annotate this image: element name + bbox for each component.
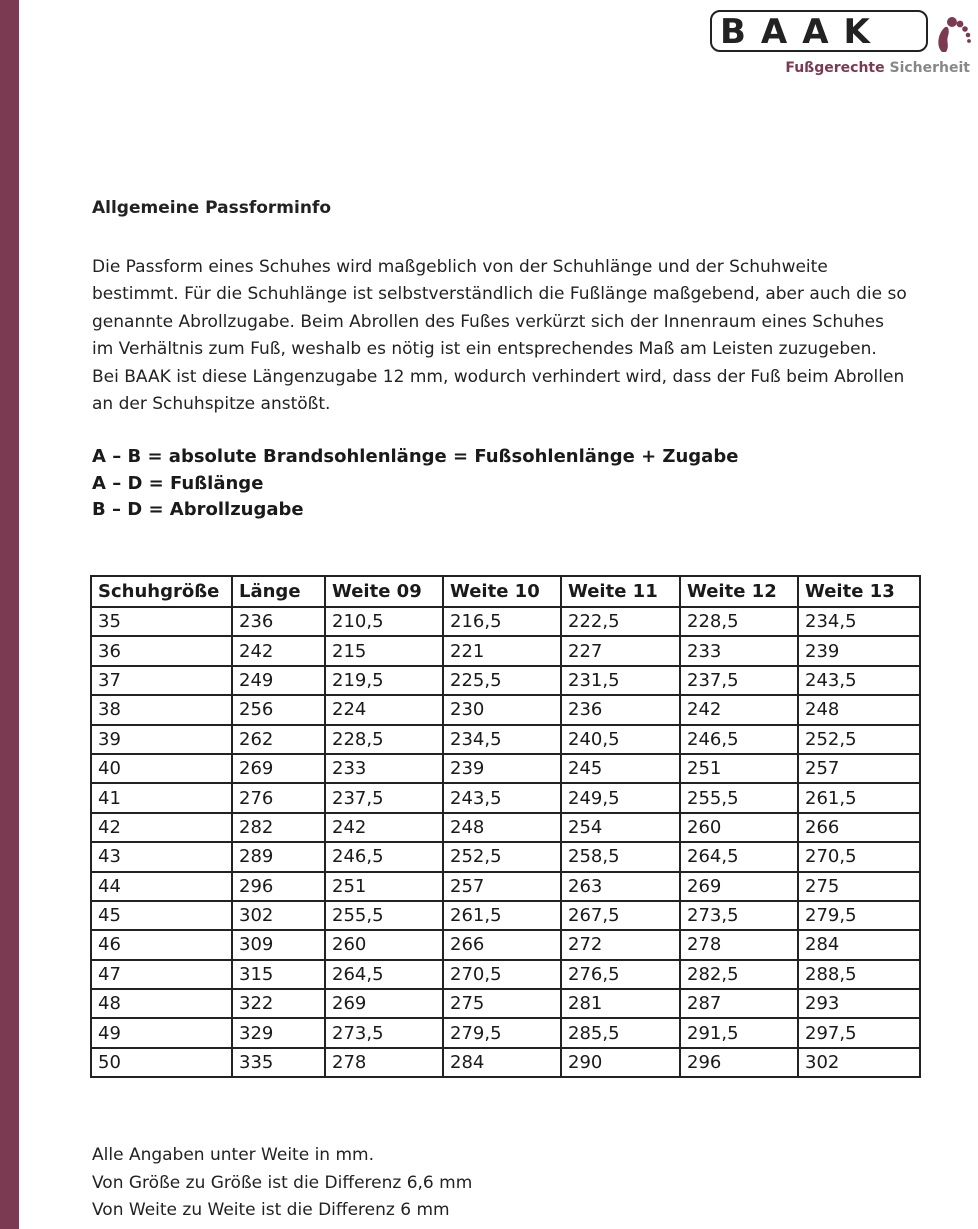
table-header-row: [91, 576, 920, 607]
table-cell: 255,5: [325, 901, 443, 930]
footprint-icon: [932, 12, 972, 56]
table-cell: 302: [232, 901, 325, 930]
table-row: [91, 666, 920, 695]
table-cell: 290: [561, 1048, 680, 1077]
intro-line: an der Schuhspitze anstößt.: [92, 394, 331, 415]
table-cell: 233: [680, 636, 798, 665]
table-cell: 273,5: [680, 901, 798, 930]
table-cell: 46: [91, 930, 232, 959]
column-header: Weite 13: [798, 576, 920, 607]
column-header: Weite 12: [680, 576, 798, 607]
table-cell: 252,5: [798, 725, 920, 754]
table-cell: 315: [232, 960, 325, 989]
table-cell: 289: [232, 842, 325, 871]
table-cell: 275: [798, 872, 920, 901]
table-cell: 335: [232, 1048, 325, 1077]
table-cell: 278: [325, 1048, 443, 1077]
table-cell: 309: [232, 930, 325, 959]
table-cell: 261,5: [443, 901, 561, 930]
table-cell: 227: [561, 636, 680, 665]
table-cell: 279,5: [443, 1018, 561, 1047]
column-header: Schuhgröße: [91, 576, 232, 607]
table-cell: 237,5: [325, 783, 443, 812]
table-cell: 45: [91, 901, 232, 930]
table-cell: 216,5: [443, 607, 561, 636]
table-cell: 40: [91, 754, 232, 783]
table-cell: 242: [232, 636, 325, 665]
table-cell: 273,5: [325, 1018, 443, 1047]
table-cell: 257: [798, 754, 920, 783]
table-cell: 281: [561, 989, 680, 1018]
table-cell: 43: [91, 842, 232, 871]
table-cell: 248: [798, 695, 920, 724]
table-cell: 266: [798, 813, 920, 842]
table-cell: 279,5: [798, 901, 920, 930]
table-cell: 262: [232, 725, 325, 754]
table-cell: 302: [798, 1048, 920, 1077]
column-header: Weite 11: [561, 576, 680, 607]
table-cell: 224: [325, 695, 443, 724]
table-cell: 225,5: [443, 666, 561, 695]
table-cell: 35: [91, 607, 232, 636]
table-row: [91, 930, 920, 959]
table-cell: 263: [561, 872, 680, 901]
table-cell: 239: [798, 636, 920, 665]
table-cell: 228,5: [680, 607, 798, 636]
baak-logo: [710, 10, 974, 84]
formula-line: B – D = Abrollzugabe: [92, 499, 304, 520]
table-cell: 228,5: [325, 725, 443, 754]
table-cell: 242: [325, 813, 443, 842]
table-row: [91, 1048, 920, 1077]
table-row: [91, 872, 920, 901]
table-cell: 291,5: [680, 1018, 798, 1047]
table-cell: 329: [232, 1018, 325, 1047]
column-header: Länge: [232, 576, 325, 607]
table-cell: 260: [325, 930, 443, 959]
table-cell: 38: [91, 695, 232, 724]
tagline-part1: Fußgerechte: [785, 60, 885, 76]
intro-line: Bei BAAK ist diese Längenzugabe 12 mm, wodurch verhindert wird, dass der Fuß beim Abrollen: [92, 366, 905, 387]
formula-line: A – B = absolute Brandsohlenlänge = Fußsohlenlänge + Zugabe: [92, 446, 739, 467]
intro-line: genannte Abrollzugabe. Beim Abrollen des Fußes verkürzt sich der Innenraum eines Schuhes: [92, 311, 884, 332]
table-cell: 252,5: [443, 842, 561, 871]
table-cell: 297,5: [798, 1018, 920, 1047]
table-row: [91, 960, 920, 989]
table-body: [91, 607, 920, 1077]
table-cell: 256: [232, 695, 325, 724]
table-row: [91, 695, 920, 724]
table-cell: 251: [680, 754, 798, 783]
table-cell: 254: [561, 813, 680, 842]
table-cell: 231,5: [561, 666, 680, 695]
table-cell: 270,5: [443, 960, 561, 989]
table-cell: 47: [91, 960, 232, 989]
table-cell: 284: [798, 930, 920, 959]
table-cell: 282,5: [680, 960, 798, 989]
table-cell: 44: [91, 872, 232, 901]
table-cell: 243,5: [798, 666, 920, 695]
table-cell: 234,5: [443, 725, 561, 754]
left-color-band: [0, 0, 19, 1229]
column-header: Weite 10: [443, 576, 561, 607]
intro-line: im Verhältnis zum Fuß, weshalb es nötig ist ein entsprechendes Maß am Leisten zuzugeben.: [92, 339, 877, 360]
table-cell: 282: [232, 813, 325, 842]
table-cell: 296: [232, 872, 325, 901]
table-cell: 230: [443, 695, 561, 724]
table-cell: 245: [561, 754, 680, 783]
table-cell: 269: [680, 872, 798, 901]
column-header: Weite 09: [325, 576, 443, 607]
page-title: Allgemeine Passforminfo: [92, 198, 332, 218]
table-cell: 264,5: [325, 960, 443, 989]
table-cell: 243,5: [443, 783, 561, 812]
table-cell: 266: [443, 930, 561, 959]
table-cell: 237,5: [680, 666, 798, 695]
table-cell: 322: [232, 989, 325, 1018]
table-cell: 248: [443, 813, 561, 842]
table-row: [91, 989, 920, 1018]
table-cell: 240,5: [561, 725, 680, 754]
table-cell: 285,5: [561, 1018, 680, 1047]
table-cell: 233: [325, 754, 443, 783]
table-cell: 242: [680, 695, 798, 724]
table-cell: 296: [680, 1048, 798, 1077]
table-cell: 215: [325, 636, 443, 665]
logo-frame: [710, 10, 928, 52]
table-row: [91, 901, 920, 930]
table-cell: 257: [443, 872, 561, 901]
table-cell: 278: [680, 930, 798, 959]
table-cell: 49: [91, 1018, 232, 1047]
footer-line: Von Größe zu Größe ist die Differenz 6,6 mm: [92, 1172, 473, 1193]
table-cell: 249: [232, 666, 325, 695]
formula-line: A – D = Fußlänge: [92, 472, 264, 494]
table-row: [91, 607, 920, 636]
table-row: [91, 725, 920, 754]
table-cell: 276,5: [561, 960, 680, 989]
table-cell: 258,5: [561, 842, 680, 871]
table-cell: 261,5: [798, 783, 920, 812]
table-cell: 275: [443, 989, 561, 1018]
table-cell: 288,5: [798, 960, 920, 989]
table-row: [91, 842, 920, 871]
table-cell: 249,5: [561, 783, 680, 812]
table-cell: 219,5: [325, 666, 443, 695]
table-cell: 41: [91, 783, 232, 812]
table-cell: 39: [91, 725, 232, 754]
formula-list: [92, 444, 738, 524]
table-row: [91, 783, 920, 812]
footer-line: Alle Angaben unter Weite in mm.: [92, 1145, 374, 1165]
table-cell: 210,5: [325, 607, 443, 636]
table-cell: 251: [325, 872, 443, 901]
table-cell: 37: [91, 666, 232, 695]
footer-notes: [92, 1142, 472, 1225]
table-cell: 50: [91, 1048, 232, 1077]
table-cell: 269: [232, 754, 325, 783]
table-cell: 221: [443, 636, 561, 665]
table-cell: 293: [798, 989, 920, 1018]
size-table: [90, 575, 921, 1078]
table-row: [91, 636, 920, 665]
tagline-part2: Sicherheit: [889, 60, 970, 76]
intro-line: Die Passform eines Schuhes wird maßgeblich von der Schuhlänge und der Schuhweite: [92, 257, 828, 277]
intro-paragraph: [92, 254, 976, 418]
table-cell: 276: [232, 783, 325, 812]
table-cell: 48: [91, 989, 232, 1018]
footer-line: Von Weite zu Weite ist die Differenz 6 mm: [92, 1200, 450, 1220]
table-cell: 270,5: [798, 842, 920, 871]
table-cell: 239: [443, 754, 561, 783]
logo-tagline: [785, 60, 970, 76]
table-cell: 36: [91, 636, 232, 665]
table-cell: 267,5: [561, 901, 680, 930]
table-cell: 222,5: [561, 607, 680, 636]
table-cell: 236: [561, 695, 680, 724]
table-cell: 255,5: [680, 783, 798, 812]
table-row: [91, 1018, 920, 1047]
logo-wordmark: BAAK: [720, 12, 885, 52]
table-cell: 284: [443, 1048, 561, 1077]
table-cell: 269: [325, 989, 443, 1018]
table-cell: 234,5: [798, 607, 920, 636]
table-cell: 264,5: [680, 842, 798, 871]
intro-line: bestimmt. Für die Schuhlänge ist selbstverständlich die Fußlänge maßgebend, aber auch die so: [92, 284, 907, 305]
table-row: [91, 754, 920, 783]
table-row: [91, 813, 920, 842]
table-cell: 246,5: [325, 842, 443, 871]
table-cell: 260: [680, 813, 798, 842]
table-cell: 42: [91, 813, 232, 842]
table-cell: 287: [680, 989, 798, 1018]
table-cell: 236: [232, 607, 325, 636]
table-cell: 272: [561, 930, 680, 959]
table-cell: 246,5: [680, 725, 798, 754]
